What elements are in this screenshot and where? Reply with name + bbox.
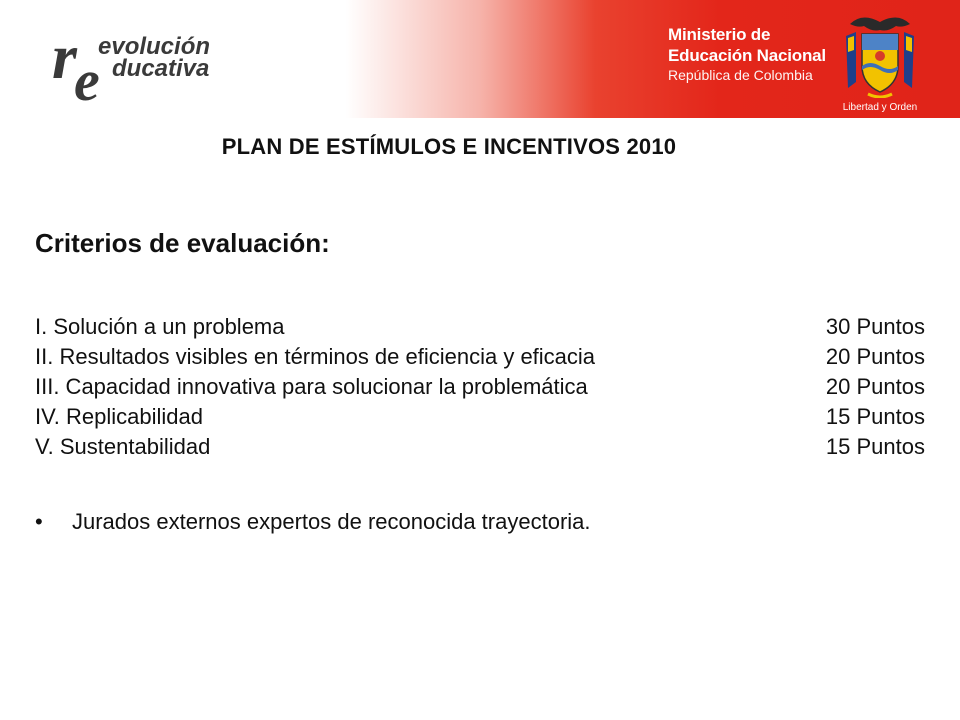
criteria-item [35, 312, 925, 342]
criteria-label: IV. Replicabilidad [35, 404, 203, 429]
svg-text:r: r [52, 21, 77, 92]
revolucion-educativa-logo-graphic [52, 20, 272, 104]
criteria-item [35, 402, 925, 432]
colombia-coat-of-arms-icon [842, 10, 918, 98]
criteria-points: 15 Puntos [825, 434, 925, 459]
criteria-points: 30 Puntos [825, 314, 925, 339]
criteria-points: 20 Puntos [825, 344, 925, 369]
criteria-item [35, 372, 925, 402]
criteria-points: 20 Puntos [825, 374, 925, 399]
header-banner [0, 0, 960, 118]
crest-motto: Libertad y Orden [842, 102, 918, 113]
page-title: PLAN DE ESTÍMULOS E INCENTIVOS 2010 [221, 134, 677, 159]
criteria-item [35, 342, 925, 372]
criteria-label: V. Sustentabilidad [35, 434, 211, 459]
svg-text:e: e [74, 48, 100, 104]
criteria-label: III. Capacidad innovativa para solucionar la problemática [35, 374, 588, 399]
criteria-points: 15 Puntos [825, 404, 925, 429]
criteria-item [35, 432, 925, 462]
colombia-coat-of-arms [842, 10, 918, 114]
bullet-text: Jurados externos expertos de reconocida trayectoria. [72, 509, 591, 534]
revolucion-educativa-logo [52, 20, 272, 104]
criteria-label: I. Solución a un problema [35, 314, 285, 339]
svg-text:evolución: evolución [98, 33, 211, 60]
section-heading: Criterios de evaluación: [35, 228, 330, 258]
ministry-line1: Ministerio de [668, 25, 771, 44]
criteria-list [35, 312, 925, 462]
ministry-name [668, 24, 868, 100]
svg-text:ducativa: ducativa [112, 55, 210, 82]
bullet-icon: • [35, 509, 43, 534]
bullet-item [35, 507, 591, 537]
criteria-label: II. Resultados visibles en términos de eficiencia y eficacia [35, 344, 596, 369]
ministry-line3: República de Colombia [668, 67, 813, 83]
ministry-line2: Educación Nacional [668, 46, 826, 65]
